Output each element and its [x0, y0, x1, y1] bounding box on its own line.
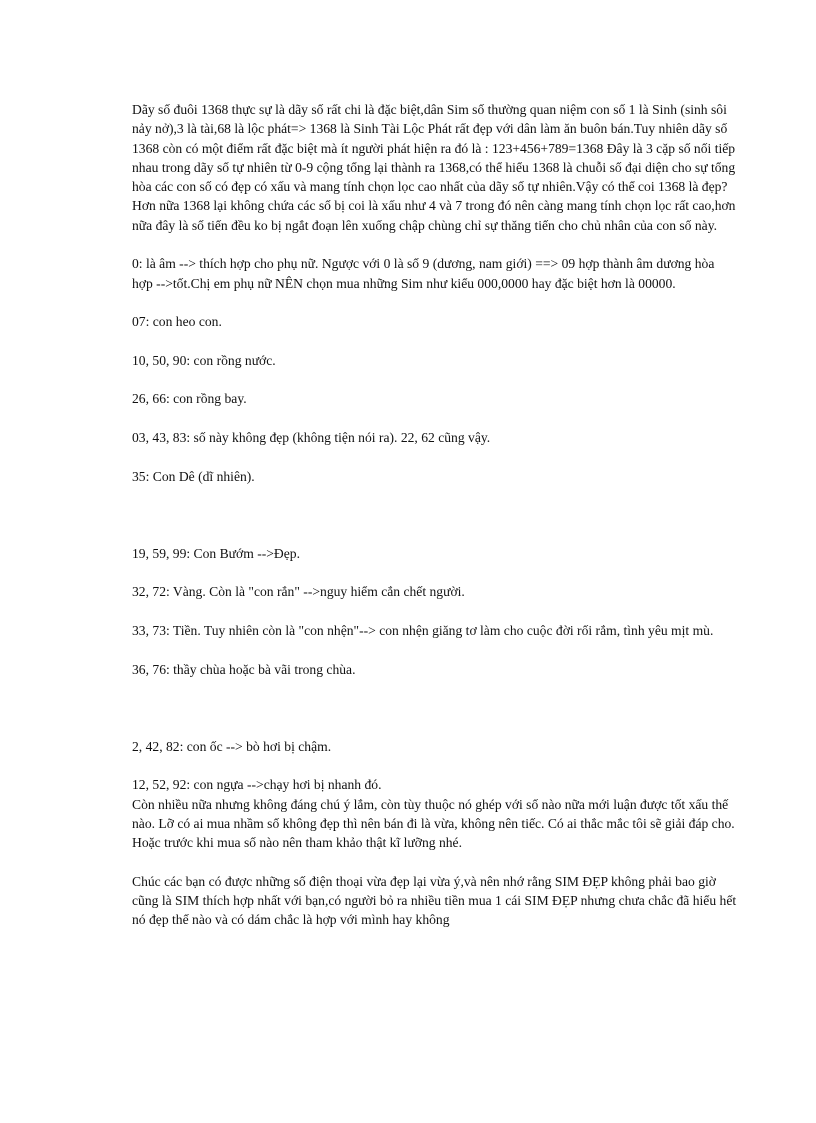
blank-gap: [132, 505, 738, 544]
paragraph-zero-nine: 0: là âm --> thích hợp cho phụ nữ. Ngược với 0 là số 9 (dương, nam giới) ==> 09 hợp thành âm dương hòa hợp -->tốt.Chị em phụ nữ NÊN chọn mua những Sim như kiểu 000,0000 hay đặc biệt hơn là 00000.: [132, 256, 715, 291]
paragraph-26-66: 26, 66: con rồng bay.: [132, 391, 247, 407]
paragraph-2-42-82: 2, 42, 82: con ốc --> bò hơi bị chậm.: [132, 738, 332, 754]
paragraph-07: 07: con heo con.: [132, 314, 222, 330]
paragraph-19-59-99: 19, 59, 99: Con Bướm -->Đẹp.: [132, 545, 300, 561]
blank-gap: [132, 698, 738, 737]
paragraph-10-50-90: 10, 50, 90: con rồng nước.: [132, 352, 276, 368]
paragraph-32-72: 32, 72: Vàng. Còn là "con rắn" -->nguy hiểm cắn chết người.: [132, 584, 465, 600]
paragraph-chuc-cac-ban: Chúc các bạn có được những số điện thoại vừa đẹp lại vừa ý,và nên nhớ rằng SIM ĐẸP không phải bao giờ cũng là SIM thích hợp nhất với bạn,có người bỏ ra nhiều tiền mua 1 cái SIM ĐẸP nhưng chưa chắc đã hiểu hết nó đẹp thế nào và có dám chắc là hợp với mình hay không: [132, 873, 737, 928]
document-page: [132, 100, 738, 949]
paragraph-con-nhieu: Còn nhiều nữa nhưng không đáng chú ý lắm, còn tùy thuộc nó ghép với số nào nữa mới luận được tốt xấu thế nào. Lỡ có ai mua nhầm số không đẹp thì nên bán đi là vừa, không nên tiếc. Có ai thắc mắc tôi sẽ giải đáp cho. Hoặc trước khi mua số nào nên tham khảo thật kĩ lưỡng nhé.: [132, 796, 735, 851]
paragraph-33-73: 33, 73: Tiền. Tuy nhiên còn là "con nhện"--> con nhện giăng tơ làm cho cuộc đời rối rắm, tình yêu mịt mù.: [132, 623, 714, 639]
paragraph-intro-1368: Dãy số đuôi 1368 thực sự là dãy số rất chi là đặc biệt,dân Sim số thường quan niệm con số 1 là Sinh (sinh sôi nảy nở),3 là tài,68 là lộc phát=> 1368 là Sinh Tài Lộc Phát rất đẹp với dân làm ăn buôn bán.Tuy nhiên dãy số 1368 còn có một điểm rất đặc biệt mà ít người phát hiện ra đó là : 123+456+789=1368 Đây là 3 cặp số nối tiếp nhau trong dãy số tự nhiên từ 0-9 cộng tổng lại thành ra 1368,có thể hiểu 1368 là chuỗi số đại diện cho sự tổng hòa các con số có đẹp có xấu và mang tính chọn lọc cao nhất của dãy số tự nhiên.Vậy có thể coi 1368 là đẹp? Hơn nữa 1368 lại không chứa các số bị coi là xấu như 4 và 7 trong đó nên càng mang tính chọn lọc rất cao,hơn nữa đây là số tiến đều ko bị ngắt đoạn lên xuống chập chùng chỉ sự thăng tiến cho chủ nhân của con số này.: [132, 102, 736, 233]
paragraph-12-52-92: 12, 52, 92: con ngựa -->chạy hơi bị nhanh đó.: [132, 777, 382, 793]
paragraph-36-76: 36, 76: thầy chùa hoặc bà vãi trong chùa.: [132, 661, 356, 677]
paragraph-35: 35: Con Dê (dĩ nhiên).: [132, 468, 255, 484]
paragraph-03-43-83: 03, 43, 83: số này không đẹp (không tiện nói ra). 22, 62 cũng vậy.: [132, 430, 491, 446]
